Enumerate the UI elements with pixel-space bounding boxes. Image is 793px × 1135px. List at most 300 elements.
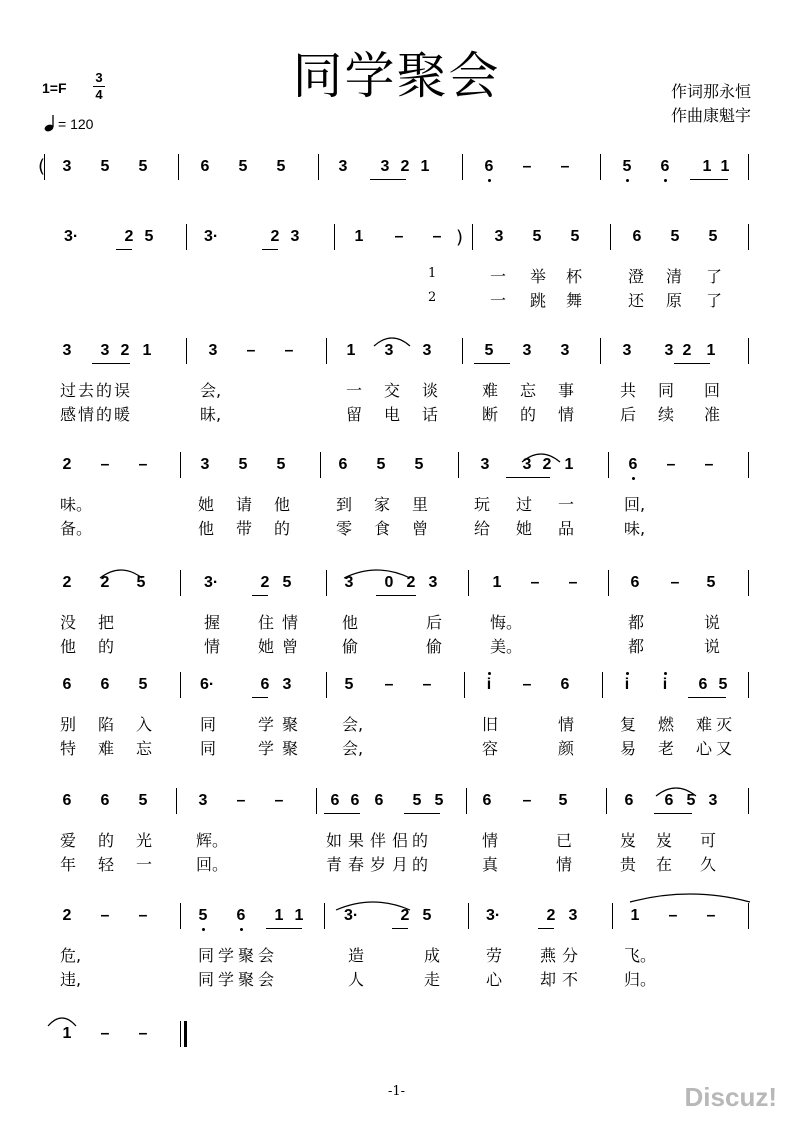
note: – <box>274 792 284 809</box>
lyric-verse1: 共 <box>620 381 637 400</box>
beam-underline <box>266 928 302 929</box>
note: 2 <box>62 456 72 473</box>
lyric-verse2: 却 <box>540 970 557 989</box>
lyric-verse1: 一 <box>490 267 507 286</box>
note: 3 <box>522 342 532 359</box>
note: – <box>100 907 110 924</box>
barline <box>468 903 469 929</box>
note: 1 <box>564 456 574 473</box>
note: 2 <box>406 574 416 591</box>
lyric-verse2: 准 <box>704 405 721 424</box>
note: 2 <box>400 158 410 175</box>
lyric-verse2: 易 <box>620 739 637 758</box>
composer: 作曲康魁宇 <box>670 106 751 125</box>
lyric-verse1: 清 <box>666 267 683 286</box>
note: 6 <box>632 228 642 245</box>
note: 6 <box>350 792 360 809</box>
lyric-verse1: 燃 <box>658 715 675 734</box>
note: – <box>384 676 394 693</box>
note: 6 <box>234 907 248 925</box>
note: 3 <box>380 158 390 175</box>
barline <box>462 338 463 364</box>
note: 6 <box>560 676 570 693</box>
lyric-verse1: 岌 <box>620 831 637 850</box>
note: 5 <box>532 228 542 245</box>
lyric-verse1: 会, <box>200 381 222 400</box>
note: 2 <box>546 907 556 924</box>
lyric-verse2: 情 <box>556 855 573 874</box>
lyric-verse2: 她 <box>516 519 533 538</box>
note: 6 <box>374 792 384 809</box>
slur <box>628 890 752 904</box>
lyric-verse1: 交 <box>384 381 401 400</box>
lyric-verse1: 会, <box>342 715 364 734</box>
barline <box>180 672 181 698</box>
lyric-verse1: 说 <box>704 613 721 632</box>
lyric-verse1: 危, <box>60 946 82 965</box>
note: 1 <box>420 158 430 175</box>
lyric-verse1: 果 <box>348 831 365 850</box>
note: 1 <box>630 907 640 924</box>
lyric-verse1: 情 <box>558 715 575 734</box>
note: – <box>236 792 246 809</box>
beam-underline <box>688 697 726 698</box>
verse-number: 2 <box>428 290 437 305</box>
lyric-verse2: 在 <box>656 855 673 874</box>
note: 2 <box>124 228 134 245</box>
note: – <box>138 907 148 924</box>
slur <box>520 450 562 464</box>
barline <box>178 154 179 180</box>
lyric-verse1: 劳 <box>486 946 503 965</box>
score-row <box>0 456 793 566</box>
note: 3 <box>62 342 72 359</box>
note: i <box>482 676 496 694</box>
lyric-verse1: 味。 <box>60 495 93 514</box>
note: 5 <box>138 792 148 809</box>
note: 1 <box>720 158 730 175</box>
lyric-verse2: 贵 <box>620 855 637 874</box>
tempo-mark <box>44 114 93 132</box>
barline <box>748 672 749 698</box>
beam-underline <box>252 697 268 698</box>
barline <box>326 338 327 364</box>
verse-number: 1 <box>428 266 437 281</box>
lyric-verse2: 留 <box>346 405 363 424</box>
barline <box>334 224 335 250</box>
note: 3 <box>384 342 394 359</box>
score-row <box>0 1025 793 1135</box>
slur <box>654 784 698 798</box>
note: 5 <box>570 228 580 245</box>
lyric-verse1: 学 <box>258 715 275 734</box>
lyric-verse1: 一 <box>346 381 363 400</box>
note: 3· <box>344 907 359 924</box>
barline <box>600 338 601 364</box>
barline <box>180 903 181 929</box>
lyric-verse2: 同 <box>198 970 215 989</box>
note: – <box>530 574 540 591</box>
note: 3· <box>204 574 219 591</box>
barline <box>186 338 187 364</box>
lyric-verse2: 他 <box>60 637 77 656</box>
lyric-verse1: 难 <box>482 381 499 400</box>
lyric-verse2: 的 <box>520 405 537 424</box>
beam-underline <box>370 179 406 180</box>
barline <box>748 338 749 364</box>
lyric-verse1: 去 <box>78 381 95 400</box>
time-signature <box>93 71 105 102</box>
score-row <box>0 792 793 902</box>
note: 2 <box>682 342 692 359</box>
note: 3 <box>560 342 570 359</box>
repeat-start-paren: ( <box>38 156 46 177</box>
note: 3· <box>64 228 79 245</box>
barline <box>468 570 469 596</box>
lyric-verse1: 同 <box>198 946 215 965</box>
note: 6 <box>100 676 110 693</box>
note: 6· <box>200 676 215 693</box>
note: 6 <box>338 456 348 473</box>
lyric-verse2: 忘 <box>136 739 153 758</box>
lyric-verse2: 的 <box>98 637 115 656</box>
lyric-verse1: 里 <box>412 495 429 514</box>
note: – <box>284 342 294 359</box>
lyric-verse1: 学 <box>218 946 235 965</box>
note: i <box>620 676 634 694</box>
lyric-verse2: 他 <box>198 519 215 538</box>
note: 5 <box>708 228 718 245</box>
note: 6 <box>664 792 674 809</box>
barline <box>180 452 181 478</box>
barline <box>612 903 613 929</box>
lyric-verse2: 久 <box>700 855 717 874</box>
note: 5 <box>558 792 568 809</box>
note: – <box>522 676 532 693</box>
note: – <box>522 792 532 809</box>
note: 3 <box>708 792 718 809</box>
time-sig-bottom: 4 <box>95 87 103 102</box>
note: 5 <box>276 456 286 473</box>
lyric-verse1: 杯 <box>566 267 583 286</box>
note: 0 <box>384 574 394 591</box>
barline <box>610 224 611 250</box>
note: 3 <box>568 907 578 924</box>
note: 6 <box>100 792 110 809</box>
note: 3 <box>522 456 532 473</box>
lyric-verse2: 的 <box>96 405 113 424</box>
final-barline-thick <box>184 1021 187 1047</box>
lyric-verse1: 到 <box>336 495 353 514</box>
note: 5 <box>138 676 148 693</box>
note: 1 <box>702 158 712 175</box>
beam-underline <box>506 477 550 478</box>
lyric-verse1: 难 <box>696 715 713 734</box>
barline <box>602 672 603 698</box>
lyric-verse2: 都 <box>628 637 645 656</box>
note: 3 <box>494 228 504 245</box>
barline <box>748 903 749 929</box>
note: 5 <box>238 158 248 175</box>
note: 5 <box>238 456 248 473</box>
slur <box>372 334 412 348</box>
beam-underline <box>674 363 710 364</box>
barline <box>606 788 607 814</box>
beam-underline <box>324 813 360 814</box>
lyric-verse2: 还 <box>628 291 645 310</box>
barline <box>608 452 609 478</box>
lyric-verse1: 一 <box>558 495 575 514</box>
lyric-verse1: 入 <box>136 715 153 734</box>
lyric-verse1: 可 <box>700 831 717 850</box>
note: 1 <box>62 1025 72 1042</box>
note: 1 <box>354 228 364 245</box>
lyricist: 作词那永恒 <box>670 82 751 101</box>
lyric-verse1: 造 <box>348 946 365 965</box>
score-row <box>0 342 793 452</box>
lyric-verse1: 回, <box>624 495 646 514</box>
note: 3 <box>290 228 300 245</box>
note: – <box>100 1025 110 1042</box>
note: 5 <box>138 158 148 175</box>
note: – <box>394 228 404 245</box>
note: – <box>560 158 570 175</box>
lyric-verse1: 已 <box>556 831 573 850</box>
lyric-verse1: 侣 <box>392 831 409 850</box>
lyric-verse2: 话 <box>422 405 439 424</box>
lyric-verse2: 特 <box>60 739 77 758</box>
note: 5 <box>718 676 728 693</box>
lyric-verse1: 聚 <box>282 715 299 734</box>
lyric-verse2: 难 <box>98 739 115 758</box>
lyric-verse1: 她 <box>198 495 215 514</box>
note: 3 <box>338 158 348 175</box>
watermark-logo: Discuz! <box>684 1082 777 1112</box>
lyric-verse1: 同 <box>658 381 675 400</box>
lyric-verse2: 品 <box>558 519 575 538</box>
beam-underline <box>404 813 440 814</box>
note: 3 <box>422 342 432 359</box>
barline <box>608 570 609 596</box>
barline <box>186 224 187 250</box>
note: 5 <box>344 676 354 693</box>
lyric-verse2: 断 <box>482 405 499 424</box>
note: 3 <box>480 456 490 473</box>
note: 5 <box>422 907 432 924</box>
lyric-verse2: 情 <box>78 405 95 424</box>
note: 2 <box>62 574 72 591</box>
lyric-verse1: 如 <box>326 831 343 850</box>
slur <box>342 566 412 580</box>
lyric-verse1: 后 <box>426 613 443 632</box>
note: – <box>568 574 578 591</box>
lyric-verse2: 会 <box>258 970 275 989</box>
lyric-verse1: 的 <box>412 831 429 850</box>
lyric-verse1: 陷 <box>98 715 115 734</box>
lyric-verse1: 灭 <box>716 715 733 734</box>
lyric-verse2: 岁 <box>370 855 387 874</box>
barline <box>326 570 327 596</box>
note: 5 <box>282 574 292 591</box>
note: 1 <box>706 342 716 359</box>
slur <box>98 566 144 580</box>
barline <box>324 903 325 929</box>
lyric-verse1: 没 <box>60 613 77 632</box>
beam-underline <box>252 595 268 596</box>
lyric-verse2: 跳 <box>530 291 547 310</box>
note: 5 <box>136 574 146 591</box>
lyric-verse1: 情 <box>482 831 499 850</box>
lyric-verse1: 成 <box>424 946 441 965</box>
note: – <box>668 907 678 924</box>
lyric-verse2: 聚 <box>238 970 255 989</box>
note: 3 <box>622 342 632 359</box>
lyric-verse2: 备。 <box>60 519 93 538</box>
note: 3 <box>198 792 208 809</box>
lyric-verse1: 爱 <box>60 831 77 850</box>
lyric-verse2: 曾 <box>412 519 429 538</box>
note: 6 <box>260 676 270 693</box>
lyric-verse2: 的 <box>412 855 429 874</box>
lyric-verse2: 学 <box>258 739 275 758</box>
barline <box>748 788 749 814</box>
lyric-verse1: 他 <box>274 495 291 514</box>
lyric-verse2: 心 <box>486 970 503 989</box>
lyric-verse2: 违, <box>60 970 82 989</box>
lyric-verse1: 请 <box>236 495 253 514</box>
score-row <box>0 574 793 684</box>
lyric-verse1: 过 <box>60 381 77 400</box>
note: 1 <box>294 907 304 924</box>
repeat-end-paren: ) <box>456 227 464 248</box>
lyric-verse2: 舞 <box>566 291 583 310</box>
note: 3· <box>204 228 219 245</box>
note: 6 <box>482 158 496 176</box>
beam-underline <box>538 928 554 929</box>
credits <box>671 80 751 128</box>
slur <box>46 1014 78 1028</box>
note: 3 <box>200 456 210 473</box>
lyric-verse2: 会, <box>342 739 364 758</box>
lyric-verse1: 他 <box>342 613 359 632</box>
note: 1 <box>346 342 356 359</box>
note: 5 <box>670 228 680 245</box>
barline <box>748 224 749 250</box>
lyric-verse2: 情 <box>558 405 575 424</box>
barline <box>748 154 749 180</box>
lyric-verse1: 误 <box>114 381 131 400</box>
note: 3 <box>208 342 218 359</box>
lyric-verse1: 复 <box>620 715 637 734</box>
lyric-verse2: 颜 <box>558 739 575 758</box>
beam-underline <box>92 363 130 364</box>
note: 2 <box>400 907 410 924</box>
key-signature: 1=F <box>42 80 67 96</box>
note: 6 <box>698 676 708 693</box>
lyric-verse2: 味, <box>624 519 646 538</box>
lyric-verse2: 人 <box>348 970 365 989</box>
note: 5 <box>620 158 634 176</box>
lyric-verse2: 老 <box>658 739 675 758</box>
note: 2 <box>270 228 280 245</box>
note: 5 <box>414 456 424 473</box>
barline <box>462 154 463 180</box>
note: – <box>138 1025 148 1042</box>
lyric-verse1: 了 <box>706 267 723 286</box>
lyric-verse2: 一 <box>490 291 507 310</box>
lyric-verse1: 玩 <box>474 495 491 514</box>
page-number: -1- <box>387 1084 406 1099</box>
barline <box>180 570 181 596</box>
note: – <box>522 158 532 175</box>
beam-underline <box>654 813 692 814</box>
note: – <box>100 456 110 473</box>
score-row <box>0 907 793 1017</box>
note: 5 <box>484 342 494 359</box>
lyric-verse1: 的 <box>96 381 113 400</box>
lyric-verse1: 澄 <box>628 267 645 286</box>
lyric-verse2: 说 <box>704 637 721 656</box>
lyric-verse2: 又 <box>716 739 733 758</box>
note: 6 <box>658 158 672 176</box>
note: 6 <box>330 792 340 809</box>
note: 5 <box>100 158 110 175</box>
lyric-verse2: 回。 <box>196 855 229 874</box>
lyric-verse2: 月 <box>392 855 409 874</box>
beam-underline <box>116 249 132 250</box>
lyric-verse1: 事 <box>558 381 575 400</box>
lyric-verse2: 她 <box>258 637 275 656</box>
barline <box>464 672 465 698</box>
note: 2 <box>62 907 72 924</box>
lyric-verse2: 偷 <box>342 637 359 656</box>
lyric-verse2: 的 <box>274 519 291 538</box>
beam-underline <box>690 179 728 180</box>
tempo-value: = 120 <box>58 116 94 132</box>
note: 5 <box>376 456 386 473</box>
final-barline-thin <box>180 1021 181 1047</box>
note: 5 <box>412 792 422 809</box>
lyric-verse1: 举 <box>530 267 547 286</box>
note: 3 <box>428 574 438 591</box>
note: 2 <box>100 574 110 591</box>
note: 6 <box>624 792 634 809</box>
lyric-verse2: 同 <box>200 739 217 758</box>
note: – <box>670 574 680 591</box>
song-title: 同学聚会 <box>292 47 501 105</box>
lyric-verse2: 年 <box>60 855 77 874</box>
lyric-verse2: 聚 <box>282 739 299 758</box>
note: 1 <box>142 342 152 359</box>
lyric-verse2: 学 <box>218 970 235 989</box>
lyric-verse2: 一 <box>136 855 153 874</box>
lyric-verse1: 悔。 <box>490 613 523 632</box>
lyric-verse1: 分 <box>562 946 579 965</box>
barline <box>326 672 327 698</box>
lyric-verse2: 了 <box>706 291 723 310</box>
beam-underline <box>474 363 510 364</box>
lyric-verse1: 家 <box>374 495 391 514</box>
lyric-verse2: 昧, <box>200 405 222 424</box>
barline <box>458 452 459 478</box>
lyric-verse2: 春 <box>348 855 365 874</box>
note: 5 <box>706 574 716 591</box>
note: 6 <box>62 676 72 693</box>
beam-underline <box>262 249 278 250</box>
lyric-verse1: 的 <box>98 831 115 850</box>
note: – <box>138 456 148 473</box>
note: 2 <box>120 342 130 359</box>
